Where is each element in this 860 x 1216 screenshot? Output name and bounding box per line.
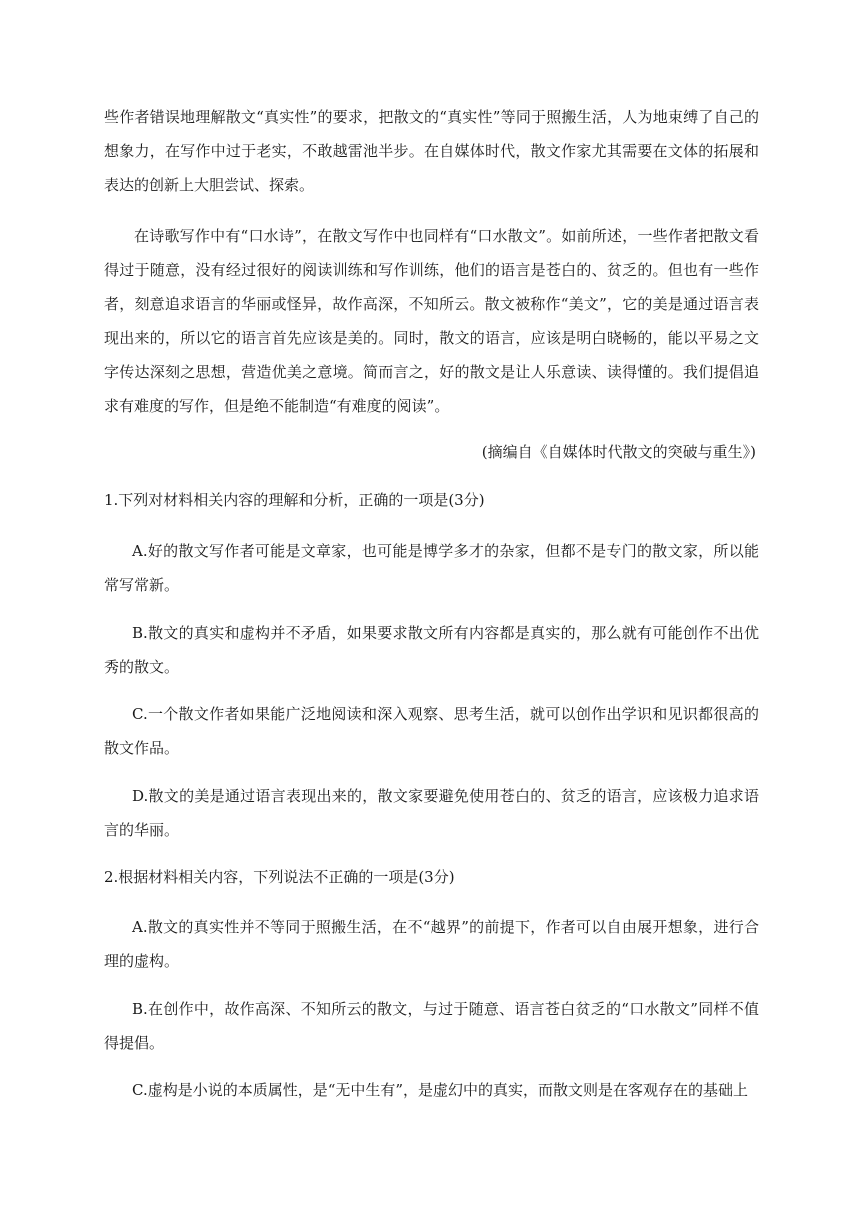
question-1-stem: 1.下列对材料相关内容的理解和分析，正确的一项是(3分) bbox=[104, 491, 485, 509]
question-1-option-b: B.散文的真实和虚构并不矛盾，如果要求散文所有内容都是真实的，那么就有可能创作不出优秀的散文。 bbox=[104, 624, 759, 676]
question-2-option-a: A.散文的真实性并不等同于照搬生活，在不“越界”的前提下，作者可以自由展开想象，进行合理的虚构。 bbox=[104, 918, 759, 970]
passage-paragraph-2: 在诗歌写作中有“口水诗”，在散文写作中也同样有“口水散文”。如前所述，一些作者把散文看得过于随意，没有经过很好的阅读训练和写作训练，他们的语言是苍白的、贫乏的。但也有一些作者，刻意追求语言的华丽或怪异，故作高深，不知所云。散文被称作“美文”，它的美是通过语言表现出来的，所以它的语言首先应该是美的。同时，散文的语言，应该是明白晓畅的，能以平易之文字传达深刻之思想，营造优美之意境。简而言之，好的散文是让人乐意读、读得懂的。我们提倡追求有难度的写作，但是绝不能制造“有难度的阅读”。 bbox=[104, 227, 759, 415]
question-1-option-c: C.一个散文作者如果能广泛地阅读和深入观察、思考生活，就可以创作出学识和见识都很高的散文作品。 bbox=[104, 705, 759, 757]
question-2-option-c: C.虚构是小说的本质属性，是“无中生有”，是虚幻中的真实，而散文则是在客观存在的基础上 bbox=[132, 1081, 749, 1099]
passage-paragraph-1: 些作者错误地理解散文“真实性”的要求，把散文的“真实性”等同于照搬生活，人为地束缚了自己的想象力，在写作中过于老实，不敢越雷池半步。在自媒体时代，散文作家尤其需要在文体的拓展和表达的创新上大胆尝试、探索。 bbox=[104, 108, 759, 194]
question-1-option-a: A.好的散文写作者可能是文章家，也可能是博学多才的杂家，但都不是专门的散文家，所以能常写常新。 bbox=[104, 542, 759, 594]
passage-source: (摘编自《自媒体时代散文的突破与重生》) bbox=[481, 443, 756, 461]
question-1-option-d: D.散文的美是通过语言表现出来的，散文家要避免使用苍白的、贫乏的语言，应该极力追求语言的华丽。 bbox=[104, 787, 759, 839]
question-2-option-b: B.在创作中，故作高深、不知所云的散文，与过于随意、语言苍白贫乏的“口水散文”同样不值得提倡。 bbox=[104, 1000, 759, 1052]
question-2-stem: 2.根据材料相关内容，下列说法不正确的一项是(3分) bbox=[104, 868, 455, 886]
